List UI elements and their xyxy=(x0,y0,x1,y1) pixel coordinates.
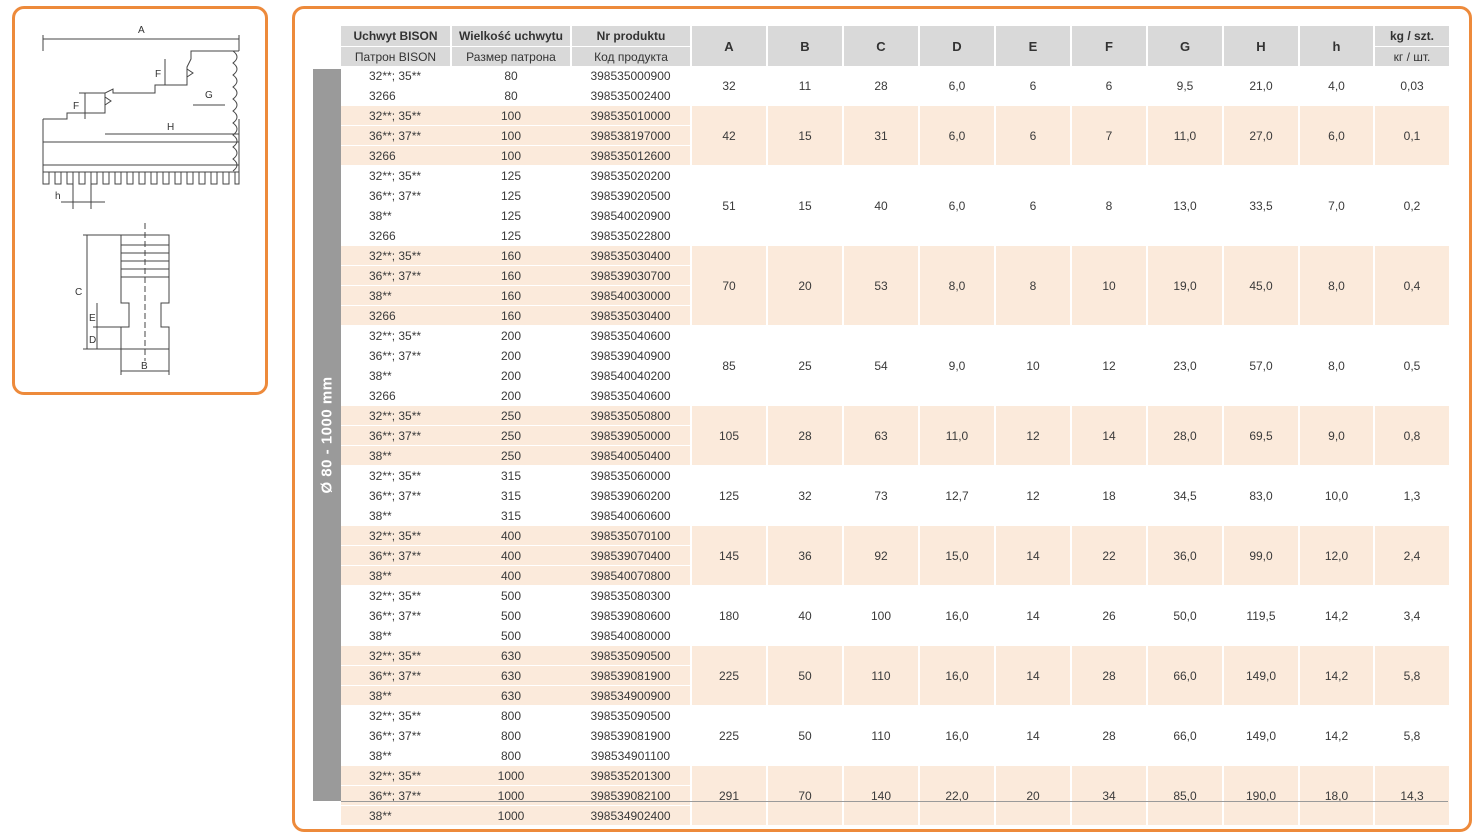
cell-chuck-size: 125 xyxy=(451,206,571,226)
cell-product-no: 398540030000 xyxy=(571,286,691,306)
cell-dim-C: 100 xyxy=(843,586,919,646)
cell-chuck-size: 315 xyxy=(451,506,571,526)
cell-product-no: 398535090500 xyxy=(571,646,691,666)
cell-dim-B: 15 xyxy=(767,166,843,246)
cell-chuck-size: 400 xyxy=(451,566,571,586)
cell-chuck-model: 32**; 35** xyxy=(341,246,451,266)
cell-dim-F: 22 xyxy=(1071,526,1147,586)
cell-dim-C: 31 xyxy=(843,106,919,166)
cell-dim-B: 20 xyxy=(767,246,843,326)
cell-chuck-model: 32**; 35** xyxy=(341,586,451,606)
cell-chuck-size: 500 xyxy=(451,606,571,626)
chuck-size-group xyxy=(341,646,1449,706)
cell-dim-F: 34 xyxy=(1071,766,1147,826)
cell-dim-H: 33,5 xyxy=(1223,166,1299,246)
cell-dim-h: 14,2 xyxy=(1299,646,1374,706)
cell-dim-h: 14,2 xyxy=(1299,706,1374,766)
cell-dim-G: 34,5 xyxy=(1147,466,1223,526)
cell-chuck-size: 630 xyxy=(451,646,571,666)
cell-dim-C: 54 xyxy=(843,326,919,406)
cell-dim-H: 21,0 xyxy=(1223,66,1299,106)
cell-dim-D: 16,0 xyxy=(919,706,995,766)
cell-weight: 14,3 xyxy=(1374,766,1449,826)
cell-chuck-size: 315 xyxy=(451,486,571,506)
cell-dim-A: 32 xyxy=(691,66,767,106)
chuck-size-group xyxy=(341,326,1449,406)
cell-product-no: 398534901100 xyxy=(571,746,691,766)
cell-product-no: 398539030700 xyxy=(571,266,691,286)
cell-chuck-size: 315 xyxy=(451,466,571,486)
chuck-size-group xyxy=(341,706,1449,766)
header-dim-A: A xyxy=(691,26,767,66)
cell-product-no: 398535080300 xyxy=(571,586,691,606)
cell-dim-H: 119,5 xyxy=(1223,586,1299,646)
cell-chuck-model: 3266 xyxy=(341,86,451,106)
cell-dim-F: 7 xyxy=(1071,106,1147,166)
cell-chuck-model: 32**; 35** xyxy=(341,326,451,346)
chuck-size-group xyxy=(341,106,1449,166)
cell-dim-h: 14,2 xyxy=(1299,586,1374,646)
cell-dim-A: 51 xyxy=(691,166,767,246)
header-dim-D: D xyxy=(919,26,995,66)
cell-product-no: 398539070400 xyxy=(571,546,691,566)
cell-weight: 2,4 xyxy=(1374,526,1449,586)
cell-weight: 0,8 xyxy=(1374,406,1449,466)
cell-weight: 5,8 xyxy=(1374,706,1449,766)
cell-dim-G: 28,0 xyxy=(1147,406,1223,466)
cell-dim-E: 20 xyxy=(995,766,1071,826)
cell-dim-E: 6 xyxy=(995,106,1071,166)
cell-dim-H: 83,0 xyxy=(1223,466,1299,526)
header-product-no: Nr produktu xyxy=(571,26,691,47)
cell-dim-D: 6,0 xyxy=(919,166,995,246)
cell-chuck-size: 125 xyxy=(451,186,571,206)
cell-weight: 0,2 xyxy=(1374,166,1449,246)
cell-product-no: 398535090500 xyxy=(571,706,691,726)
cell-dim-B: 11 xyxy=(767,66,843,106)
cell-dim-E: 8 xyxy=(995,246,1071,326)
dim-label-F-upper: F xyxy=(155,69,162,80)
cell-chuck-size: 125 xyxy=(451,166,571,186)
table-header xyxy=(341,26,1449,66)
cell-dim-C: 63 xyxy=(843,406,919,466)
cell-chuck-size: 500 xyxy=(451,586,571,606)
cell-chuck-model: 38** xyxy=(341,506,451,526)
cell-chuck-model: 32**; 35** xyxy=(341,66,451,86)
cell-dim-H: 149,0 xyxy=(1223,706,1299,766)
header-chuck-size: Wielkość uchwytu xyxy=(451,26,571,47)
spec-table-panel xyxy=(292,6,1472,832)
cell-dim-D: 9,0 xyxy=(919,326,995,406)
cell-dim-C: 140 xyxy=(843,766,919,826)
cell-dim-D: 6,0 xyxy=(919,66,995,106)
cell-dim-E: 10 xyxy=(995,326,1071,406)
cell-product-no: 398535201300 xyxy=(571,766,691,786)
cell-chuck-size: 200 xyxy=(451,326,571,346)
cell-dim-B: 50 xyxy=(767,706,843,766)
cell-weight: 3,4 xyxy=(1374,586,1449,646)
dim-label-G: G xyxy=(205,90,213,101)
header-product-no-ru: Код продукта xyxy=(571,47,691,67)
cell-dim-C: 110 xyxy=(843,706,919,766)
cell-dim-h: 18,0 xyxy=(1299,766,1374,826)
cell-product-no: 398539080600 xyxy=(571,606,691,626)
cell-product-no: 398535040600 xyxy=(571,326,691,346)
cell-weight: 0,5 xyxy=(1374,326,1449,406)
cell-dim-H: 27,0 xyxy=(1223,106,1299,166)
cell-dim-C: 110 xyxy=(843,646,919,706)
cell-product-no: 398540070800 xyxy=(571,566,691,586)
table-row xyxy=(341,246,1449,266)
cell-product-no: 398535050800 xyxy=(571,406,691,426)
cell-chuck-model: 36**; 37** xyxy=(341,346,451,366)
cell-dim-B: 36 xyxy=(767,526,843,586)
cell-dim-C: 40 xyxy=(843,166,919,246)
cell-chuck-model: 32**; 35** xyxy=(341,766,451,786)
cell-product-no: 398535010000 xyxy=(571,106,691,126)
cell-dim-h: 9,0 xyxy=(1299,406,1374,466)
header-chuck-ru: Патрон BISON xyxy=(341,47,451,67)
drawing-panel xyxy=(12,6,268,395)
cell-chuck-size: 100 xyxy=(451,146,571,166)
cell-chuck-model: 36**; 37** xyxy=(341,426,451,446)
cell-dim-E: 12 xyxy=(995,466,1071,526)
dim-label-D: D xyxy=(89,335,97,346)
cell-chuck-model: 38** xyxy=(341,286,451,306)
jaw-side-view xyxy=(43,35,239,209)
cell-dim-G: 11,0 xyxy=(1147,106,1223,166)
cell-dim-A: 125 xyxy=(691,466,767,526)
table-row xyxy=(341,526,1449,546)
cell-dim-F: 18 xyxy=(1071,466,1147,526)
cell-dim-B: 15 xyxy=(767,106,843,166)
cell-product-no: 398539060200 xyxy=(571,486,691,506)
header-dim-H: H xyxy=(1223,26,1299,66)
cell-dim-C: 28 xyxy=(843,66,919,106)
cell-dim-H: 99,0 xyxy=(1223,526,1299,586)
header-weight-ru: кг / шт. xyxy=(1374,47,1449,67)
cell-dim-B: 50 xyxy=(767,646,843,706)
chuck-size-group xyxy=(341,66,1449,106)
cell-chuck-model: 36**; 37** xyxy=(341,546,451,566)
cell-chuck-size: 100 xyxy=(451,106,571,126)
chuck-size-group xyxy=(341,766,1449,826)
cell-product-no: 398540050400 xyxy=(571,446,691,466)
cell-product-no: 398540020900 xyxy=(571,206,691,226)
spec-table xyxy=(341,26,1449,826)
cell-dim-B: 28 xyxy=(767,406,843,466)
cell-product-no: 398535022800 xyxy=(571,226,691,246)
cell-chuck-model: 38** xyxy=(341,446,451,466)
cell-dim-h: 12,0 xyxy=(1299,526,1374,586)
chuck-size-group xyxy=(341,406,1449,466)
cell-product-no: 398539081900 xyxy=(571,666,691,686)
table-row xyxy=(341,106,1449,126)
cell-chuck-size: 200 xyxy=(451,366,571,386)
cell-chuck-model: 32**; 35** xyxy=(341,106,451,126)
header-dim-F: F xyxy=(1071,26,1147,66)
cell-weight: 0,4 xyxy=(1374,246,1449,326)
cell-dim-h: 8,0 xyxy=(1299,246,1374,326)
table-row xyxy=(341,66,1449,86)
cell-chuck-size: 80 xyxy=(451,86,571,106)
cell-dim-D: 6,0 xyxy=(919,106,995,166)
cell-weight: 0,1 xyxy=(1374,106,1449,166)
cell-product-no: 398535060000 xyxy=(571,466,691,486)
dim-label-H: H xyxy=(167,122,175,133)
cell-chuck-model: 32**; 35** xyxy=(341,166,451,186)
cell-product-no: 398535000900 xyxy=(571,66,691,86)
cell-dim-C: 53 xyxy=(843,246,919,326)
cell-chuck-model: 38** xyxy=(341,206,451,226)
chuck-size-group xyxy=(341,586,1449,646)
cell-chuck-size: 80 xyxy=(451,66,571,86)
cell-chuck-model: 32**; 35** xyxy=(341,526,451,546)
cell-chuck-model: 36**; 37** xyxy=(341,666,451,686)
cell-chuck-size: 250 xyxy=(451,406,571,426)
cell-product-no: 398539050000 xyxy=(571,426,691,446)
cell-product-no: 398538197000 xyxy=(571,126,691,146)
cell-dim-H: 190,0 xyxy=(1223,766,1299,826)
cell-dim-h: 4,0 xyxy=(1299,66,1374,106)
cell-product-no: 398539082100 xyxy=(571,786,691,806)
cell-chuck-size: 400 xyxy=(451,526,571,546)
cell-chuck-size: 500 xyxy=(451,626,571,646)
cell-dim-E: 14 xyxy=(995,706,1071,766)
cell-dim-h: 10,0 xyxy=(1299,466,1374,526)
cell-chuck-size: 630 xyxy=(451,666,571,686)
cell-product-no: 398535040600 xyxy=(571,386,691,406)
cell-product-no: 398539040900 xyxy=(571,346,691,366)
cell-chuck-model: 38** xyxy=(341,806,451,826)
cell-dim-E: 14 xyxy=(995,646,1071,706)
cell-dim-D: 15,0 xyxy=(919,526,995,586)
cell-chuck-model: 38** xyxy=(341,686,451,706)
cell-product-no: 398535030400 xyxy=(571,306,691,326)
jaw-technical-drawing xyxy=(15,9,265,392)
table-row xyxy=(341,166,1449,186)
cell-dim-G: 13,0 xyxy=(1147,166,1223,246)
cell-product-no: 398539081900 xyxy=(571,726,691,746)
cell-chuck-size: 100 xyxy=(451,126,571,146)
cell-weight: 5,8 xyxy=(1374,646,1449,706)
cell-dim-A: 225 xyxy=(691,706,767,766)
header-chuck-size-ru: Размер патрона xyxy=(451,47,571,67)
table-row xyxy=(341,466,1449,486)
cell-dim-D: 16,0 xyxy=(919,586,995,646)
cell-chuck-model: 3266 xyxy=(341,226,451,246)
cell-weight: 0,03 xyxy=(1374,66,1449,106)
table-row xyxy=(341,766,1449,786)
header-dim-G: G xyxy=(1147,26,1223,66)
cell-product-no: 398535020200 xyxy=(571,166,691,186)
cell-chuck-model: 38** xyxy=(341,366,451,386)
cell-dim-F: 28 xyxy=(1071,646,1147,706)
header-dim-B: B xyxy=(767,26,843,66)
cell-dim-G: 50,0 xyxy=(1147,586,1223,646)
cell-dim-H: 57,0 xyxy=(1223,326,1299,406)
cell-dim-A: 42 xyxy=(691,106,767,166)
cell-dim-G: 85,0 xyxy=(1147,766,1223,826)
cell-chuck-model: 32**; 35** xyxy=(341,646,451,666)
cell-dim-H: 69,5 xyxy=(1223,406,1299,466)
cell-chuck-size: 1000 xyxy=(451,786,571,806)
cell-chuck-model: 36**; 37** xyxy=(341,486,451,506)
cell-dim-h: 7,0 xyxy=(1299,166,1374,246)
table-row xyxy=(341,406,1449,426)
cell-chuck-size: 160 xyxy=(451,286,571,306)
cell-chuck-model: 36**; 37** xyxy=(341,266,451,286)
cell-chuck-model: 3266 xyxy=(341,386,451,406)
cell-chuck-size: 200 xyxy=(451,346,571,366)
table-row xyxy=(341,326,1449,346)
cell-dim-A: 145 xyxy=(691,526,767,586)
table-row xyxy=(341,586,1449,606)
front-view-labels xyxy=(75,287,148,372)
cell-dim-F: 14 xyxy=(1071,406,1147,466)
cell-chuck-size: 630 xyxy=(451,686,571,706)
cell-chuck-size: 1000 xyxy=(451,806,571,826)
table-row xyxy=(341,706,1449,726)
cell-dim-G: 23,0 xyxy=(1147,326,1223,406)
cell-chuck-model: 3266 xyxy=(341,306,451,326)
cell-dim-D: 16,0 xyxy=(919,646,995,706)
chuck-size-group xyxy=(341,246,1449,326)
dim-label-C: C xyxy=(75,287,83,298)
diameter-range-label: Ø 80 - 1000 mm xyxy=(318,376,336,494)
cell-dim-H: 149,0 xyxy=(1223,646,1299,706)
cell-dim-G: 66,0 xyxy=(1147,646,1223,706)
cell-chuck-size: 800 xyxy=(451,746,571,766)
cell-dim-E: 12 xyxy=(995,406,1071,466)
cell-dim-F: 26 xyxy=(1071,586,1147,646)
cell-chuck-size: 250 xyxy=(451,446,571,466)
cell-product-no: 398539020500 xyxy=(571,186,691,206)
cell-dim-A: 291 xyxy=(691,766,767,826)
cell-dim-A: 85 xyxy=(691,326,767,406)
table-bottom-rule xyxy=(341,801,1448,802)
cell-chuck-model: 32**; 35** xyxy=(341,406,451,426)
cell-product-no: 398535030400 xyxy=(571,246,691,266)
cell-chuck-size: 800 xyxy=(451,726,571,746)
cell-dim-G: 9,5 xyxy=(1147,66,1223,106)
chuck-size-group xyxy=(341,526,1449,586)
cell-dim-C: 92 xyxy=(843,526,919,586)
cell-weight: 1,3 xyxy=(1374,466,1449,526)
cell-chuck-size: 400 xyxy=(451,546,571,566)
chuck-size-group xyxy=(341,166,1449,246)
cell-dim-B: 32 xyxy=(767,466,843,526)
cell-product-no: 398535002400 xyxy=(571,86,691,106)
cell-dim-B: 40 xyxy=(767,586,843,646)
cell-dim-h: 6,0 xyxy=(1299,106,1374,166)
cell-chuck-size: 125 xyxy=(451,226,571,246)
header-dim-h: h xyxy=(1299,26,1374,66)
cell-dim-E: 6 xyxy=(995,66,1071,106)
chuck-size-group xyxy=(341,466,1449,526)
cell-product-no: 398535070100 xyxy=(571,526,691,546)
dim-label-E: E xyxy=(89,313,96,324)
cell-product-no: 398534902400 xyxy=(571,806,691,826)
cell-dim-A: 70 xyxy=(691,246,767,326)
cell-chuck-model: 36**; 37** xyxy=(341,186,451,206)
cell-chuck-size: 200 xyxy=(451,386,571,406)
cell-chuck-size: 250 xyxy=(451,426,571,446)
cell-chuck-model: 3266 xyxy=(341,146,451,166)
cell-dim-G: 36,0 xyxy=(1147,526,1223,586)
cell-chuck-model: 38** xyxy=(341,626,451,646)
cell-dim-G: 19,0 xyxy=(1147,246,1223,326)
cell-dim-B: 25 xyxy=(767,326,843,406)
header-chuck: Uchwyt BISON xyxy=(341,26,451,47)
cell-dim-C: 73 xyxy=(843,466,919,526)
cell-chuck-model: 36**; 37** xyxy=(341,126,451,146)
cell-dim-F: 28 xyxy=(1071,706,1147,766)
cell-chuck-model: 36**; 37** xyxy=(341,606,451,626)
cell-dim-D: 11,0 xyxy=(919,406,995,466)
jaw-front-view xyxy=(83,223,169,375)
cell-dim-D: 12,7 xyxy=(919,466,995,526)
cell-chuck-model: 36**; 37** xyxy=(341,726,451,746)
cell-dim-E: 14 xyxy=(995,526,1071,586)
cell-dim-D: 8,0 xyxy=(919,246,995,326)
cell-chuck-size: 800 xyxy=(451,706,571,726)
cell-chuck-model: 38** xyxy=(341,566,451,586)
cell-chuck-model: 36**; 37** xyxy=(341,786,451,806)
cell-chuck-size: 160 xyxy=(451,266,571,286)
cell-dim-A: 105 xyxy=(691,406,767,466)
cell-product-no: 398540040200 xyxy=(571,366,691,386)
cell-dim-E: 14 xyxy=(995,586,1071,646)
cell-product-no: 398535012600 xyxy=(571,146,691,166)
cell-dim-F: 8 xyxy=(1071,166,1147,246)
cell-chuck-size: 160 xyxy=(451,246,571,266)
cell-product-no: 398540060600 xyxy=(571,506,691,526)
cell-dim-F: 12 xyxy=(1071,326,1147,406)
cell-dim-A: 225 xyxy=(691,646,767,706)
cell-dim-G: 66,0 xyxy=(1147,706,1223,766)
cell-product-no: 398534900900 xyxy=(571,686,691,706)
cell-dim-F: 6 xyxy=(1071,66,1147,106)
cell-dim-h: 8,0 xyxy=(1299,326,1374,406)
dim-label-h: h xyxy=(55,191,61,202)
header-dim-E: E xyxy=(995,26,1071,66)
cell-dim-E: 6 xyxy=(995,166,1071,246)
cell-product-no: 398540080000 xyxy=(571,626,691,646)
cell-chuck-size: 160 xyxy=(451,306,571,326)
cell-dim-B: 70 xyxy=(767,766,843,826)
cell-chuck-model: 32**; 35** xyxy=(341,466,451,486)
header-dim-C: C xyxy=(843,26,919,66)
cell-chuck-model: 32**; 35** xyxy=(341,706,451,726)
cell-dim-F: 10 xyxy=(1071,246,1147,326)
dim-label-F-lower: F xyxy=(73,101,80,112)
cell-chuck-size: 1000 xyxy=(451,766,571,786)
cell-chuck-model: 38** xyxy=(341,746,451,766)
dim-label-A: A xyxy=(138,25,145,36)
table-row xyxy=(341,646,1449,666)
diameter-range-band xyxy=(313,69,341,801)
cell-dim-D: 22,0 xyxy=(919,766,995,826)
header-weight: kg / szt. xyxy=(1374,26,1449,47)
cell-dim-A: 180 xyxy=(691,586,767,646)
dim-label-B: B xyxy=(141,361,148,372)
cell-dim-H: 45,0 xyxy=(1223,246,1299,326)
